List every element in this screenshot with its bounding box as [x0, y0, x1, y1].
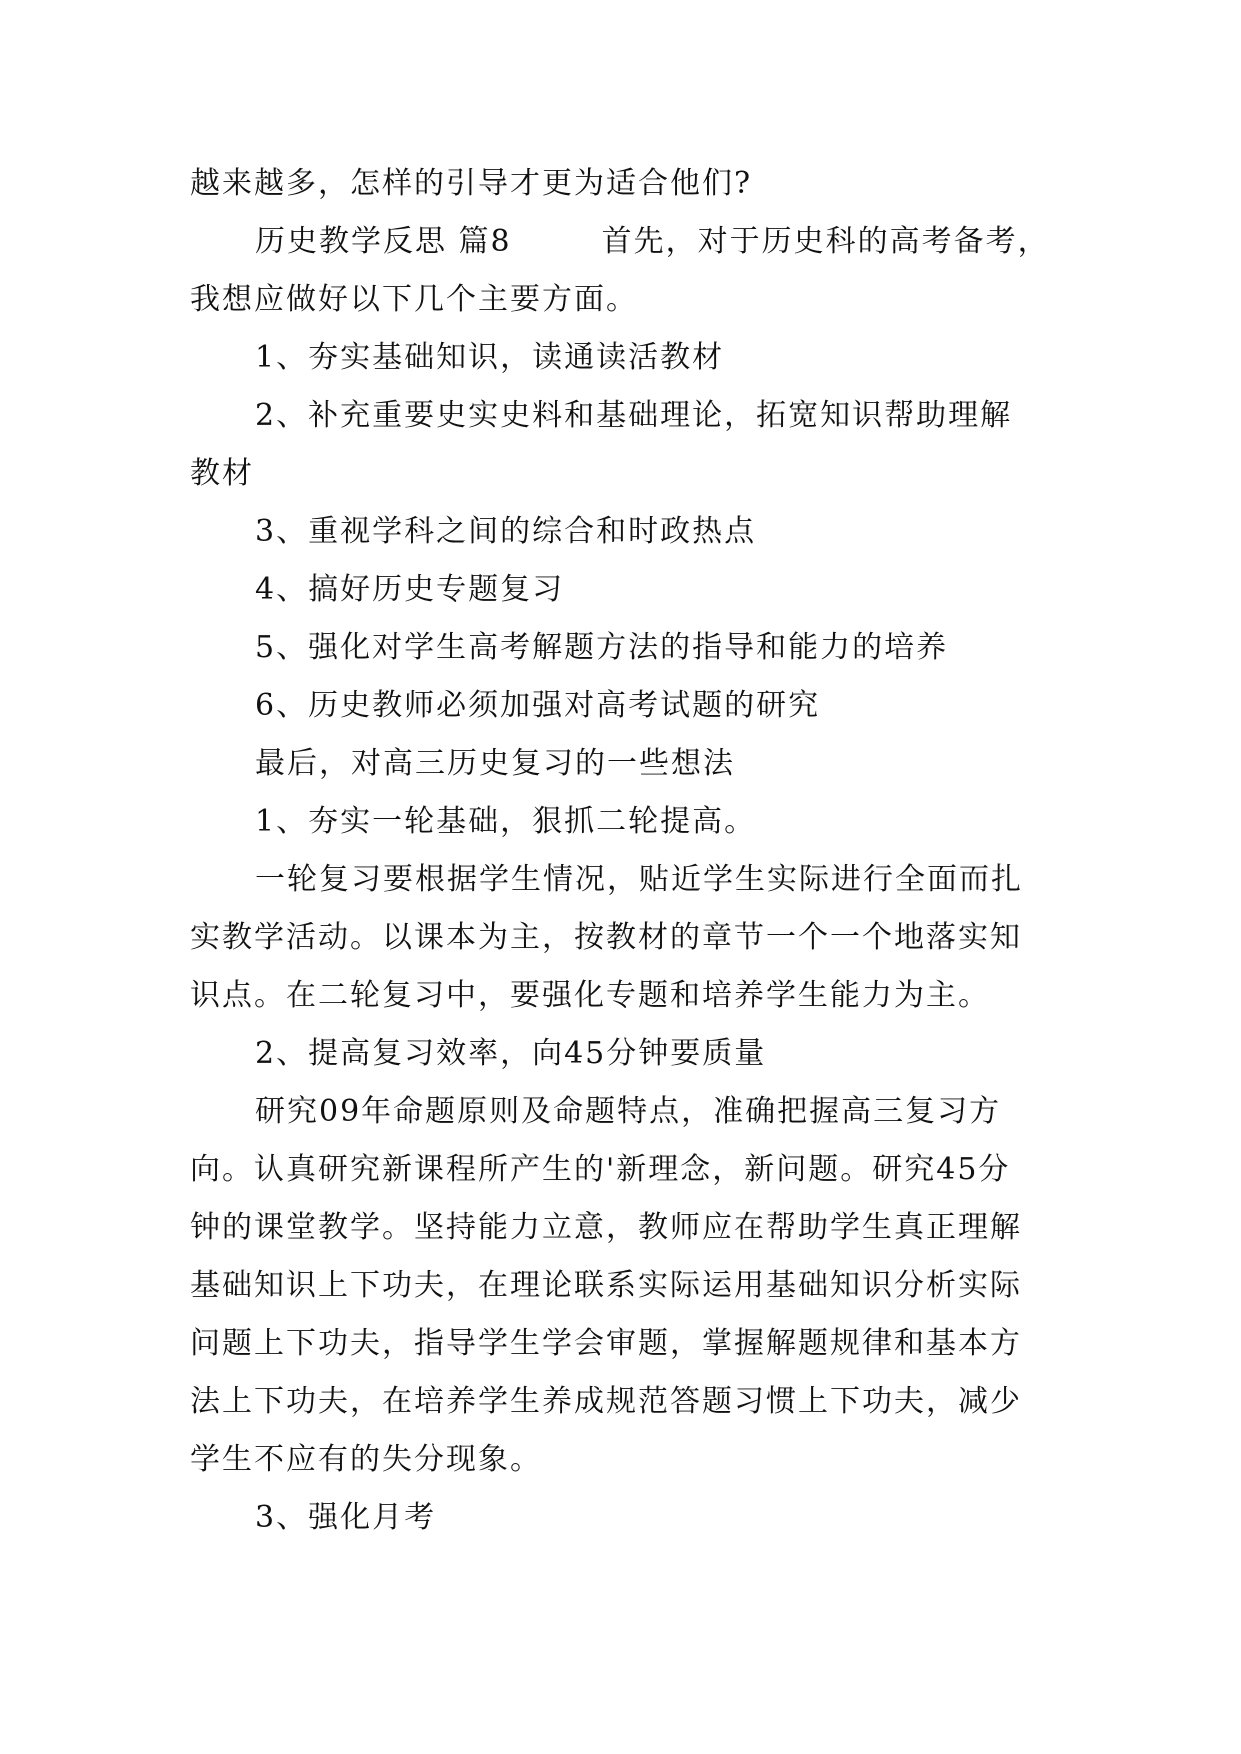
line-text: 1、夯实一轮基础，狠抓二轮提高。 — [255, 804, 757, 839]
line-text: 1、夯实基础知识，读通读活教材 — [255, 340, 725, 375]
line-text: 首先，对于历史科的高考备考， — [601, 224, 1050, 259]
text-line — [190, 1431, 1070, 1489]
list-item — [190, 1025, 1070, 1083]
line-text: 5、强化对学生高考解题方法的指导和能力的培养 — [255, 630, 949, 665]
line-text: 4、搞好历史专题复习 — [255, 572, 565, 607]
line-text: 基础知识上下功夫，在理论联系实际运用基础知识分析实际 — [190, 1268, 1022, 1303]
line-text: 钟的课堂教学。坚持能力立意，教师应在帮助学生真正理解 — [190, 1210, 1022, 1245]
section-heading: 历史教学反思 篇8 — [255, 224, 512, 259]
list-item — [190, 561, 1070, 619]
line-text: 识点。在二轮复习中，要强化专题和培养学生能力为主。 — [190, 978, 990, 1013]
line-text: 研究09年命题原则及命题特点，准确把握高三复习方 — [255, 1094, 1002, 1129]
text-line — [190, 445, 1070, 503]
line-text: 教材 — [190, 456, 254, 491]
paragraph-line — [190, 851, 1070, 909]
text-line — [190, 1373, 1070, 1431]
line-text: 6、历史教师必须加强对高考试题的研究 — [255, 688, 821, 723]
list-item — [190, 387, 1070, 445]
text-line — [190, 1257, 1070, 1315]
list-item — [190, 1489, 1070, 1547]
line-text: 一轮复习要根据学生情况，贴近学生实际进行全面而扎 — [255, 862, 1023, 897]
list-item — [190, 619, 1070, 677]
line-text: 法上下功夫，在培养学生养成规范答题习惯上下功夫，减少 — [190, 1384, 1022, 1419]
text-line — [190, 967, 1070, 1025]
list-item — [190, 503, 1070, 561]
line-text: 2、提高复习效率，向45分钟要质量 — [255, 1036, 767, 1071]
text-line — [190, 1315, 1070, 1373]
line-text: 3、重视学科之间的综合和时政热点 — [255, 514, 757, 549]
line-text: 2、补充重要史实史料和基础理论，拓宽知识帮助理解 — [255, 398, 1013, 433]
text-line — [190, 1199, 1070, 1257]
paragraph-line — [190, 735, 1070, 793]
line-text: 越来越多，怎样的引导才更为适合他们? — [190, 166, 753, 201]
line-text: 3、强化月考 — [255, 1500, 437, 1535]
line-text: 我想应做好以下几个主要方面。 — [190, 282, 638, 317]
body-text — [190, 155, 1070, 1547]
paragraph-line — [190, 1083, 1070, 1141]
line-text: 最后，对高三历史复习的一些想法 — [255, 746, 735, 781]
line-text: 向。认真研究新课程所产生的'新理念，新问题。研究45分 — [190, 1152, 1011, 1187]
list-item — [190, 793, 1070, 851]
line-text: 问题上下功夫，指导学生学会审题，掌握解题规律和基本方 — [190, 1326, 1022, 1361]
line-text: 学生不应有的失分现象。 — [190, 1442, 542, 1477]
text-line — [190, 271, 1070, 329]
text-line — [190, 1141, 1070, 1199]
list-item — [190, 677, 1070, 735]
text-line — [190, 155, 1070, 213]
text-line — [190, 909, 1070, 967]
section-heading-line — [190, 213, 1070, 271]
list-item — [190, 329, 1070, 387]
line-text: 实教学活动。以课本为主，按教材的章节一个一个地落实知 — [190, 920, 1022, 955]
